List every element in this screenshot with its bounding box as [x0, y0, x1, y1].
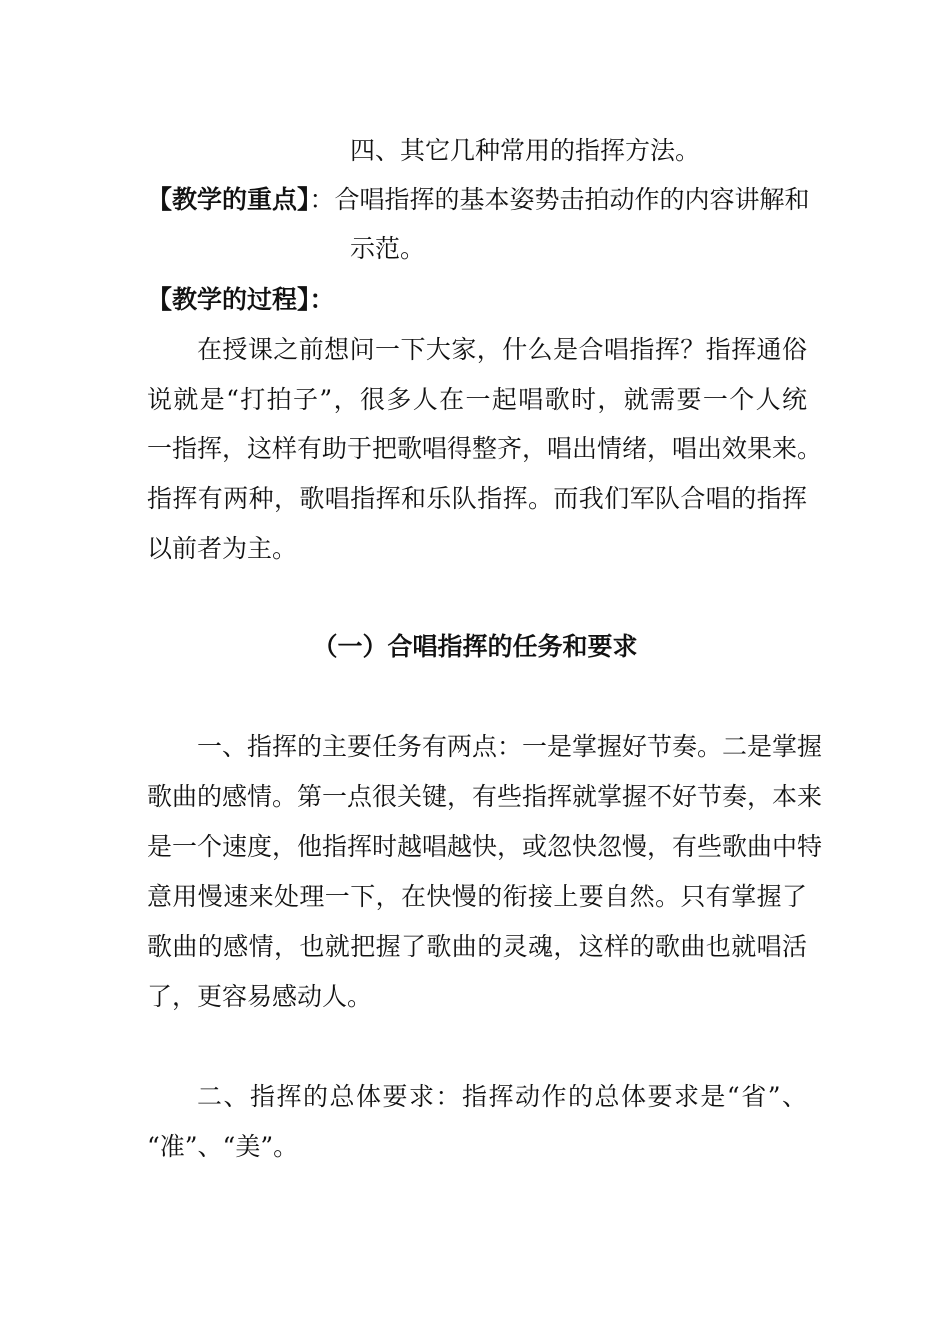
req-line-1: 二、指挥的总体要求：指挥动作的总体要求是“省”、: [197, 1082, 807, 1111]
task-line-3: 是一个速度，他指挥时越唱越快，或忽快忽慢，有些歌曲中特: [147, 832, 823, 861]
process-label: 【教学的过程】：: [147, 285, 335, 314]
key-points-line: [147, 183, 810, 217]
intro-line-5: 以前者为主。: [147, 534, 298, 563]
intro-line-1: 在授课之前想问一下大家，什么是合唱指挥？指挥通俗: [197, 335, 807, 364]
task-line-6: 了，更容易感动人。: [147, 982, 373, 1011]
task-line-2: 歌曲的感情。第一点很关键，有些指挥就掌握不好节奏，本来: [147, 782, 823, 811]
key-points-label: 【教学的重点】: [147, 185, 310, 214]
list-item-4: 四、其它几种常用的指挥方法。: [350, 136, 701, 165]
intro-line-4: 指挥有两种，歌唱指挥和乐队指挥。而我们军队合唱的指挥: [147, 484, 807, 513]
key-points-text-cont: 示范。: [350, 234, 426, 263]
key-points-text: ：合唱指挥的基本姿势击拍动作的内容讲解和: [309, 185, 810, 214]
req-line-2: “准”、“美”。: [147, 1132, 299, 1161]
intro-line-3: 一指挥，这样有助于把歌唱得整齐，唱出情绪，唱出效果来。: [147, 434, 823, 463]
task-line-5: 歌曲的感情，也就把握了歌曲的灵魂，这样的歌曲也就唱活: [147, 932, 807, 961]
section-heading: （一）合唱指挥的任务和要求: [312, 632, 638, 661]
intro-line-2: 说就是“打拍子”，很多人在一起唱歌时，就需要一个人统: [147, 385, 807, 414]
task-line-4: 意用慢速来处理一下，在快慢的衔接上要自然。只有掌握了: [147, 882, 807, 911]
task-line-1: 一、指挥的主要任务有两点：一是掌握好节奏。二是掌握: [197, 732, 823, 761]
